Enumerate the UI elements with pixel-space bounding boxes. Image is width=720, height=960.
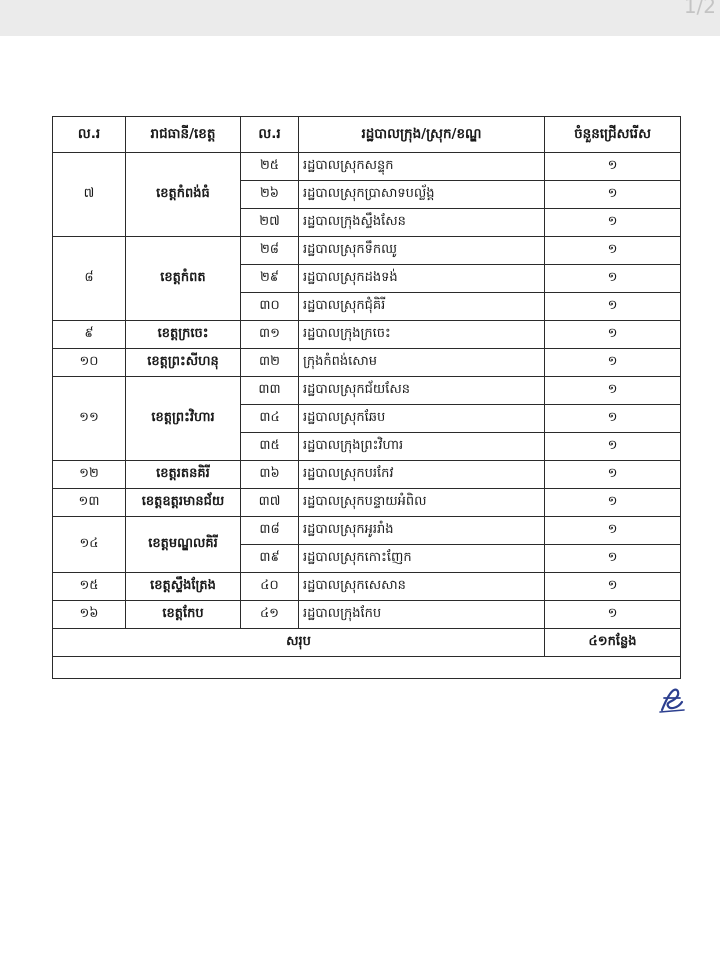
signature-mark (656, 684, 688, 716)
total-row (53, 629, 681, 657)
selection-count-cell: ១ (545, 545, 681, 573)
selection-count-cell: ១ (545, 293, 681, 321)
blank-cell (53, 657, 681, 679)
province-cell: ខេត្តមណ្ឌលគិរី (126, 517, 241, 573)
table-row (53, 517, 681, 545)
district-name-cell: រដ្ឋបាលស្រុកឆែប (299, 405, 545, 433)
province-cell: ខេត្តព្រះវិហារ (126, 377, 241, 461)
district-code-cell: ២៨ (241, 237, 299, 265)
row-number-cell: ១២ (53, 461, 126, 489)
table-row (53, 461, 681, 489)
district-code-cell: ៤០ (241, 573, 299, 601)
selection-count-cell: ១ (545, 489, 681, 517)
district-name-cell: រដ្ឋបាលស្រុកជុំគិរី (299, 293, 545, 321)
viewer-top-bar (0, 0, 720, 36)
district-name-cell: រដ្ឋបាលស្រុកបន្ទាយអំពិល (299, 489, 545, 517)
table-row (53, 237, 681, 265)
header-province: រាជធានី/ខេត្ត (126, 117, 241, 153)
district-code-cell: ៣៨ (241, 517, 299, 545)
province-cell: ខេត្តរតនគិរី (126, 461, 241, 489)
district-code-cell: ៣២ (241, 349, 299, 377)
table-row (53, 321, 681, 349)
row-number-cell: ១៦ (53, 601, 126, 629)
selection-count-cell: ១ (545, 153, 681, 181)
table-row (53, 601, 681, 629)
district-code-cell: ៣៧ (241, 489, 299, 517)
total-value: ៤១កន្លែង (545, 629, 681, 657)
page-indicator: 1/2 (683, 0, 716, 18)
province-cell: ខេត្តឧត្តរមានជ័យ (126, 489, 241, 517)
province-cell: ខេត្តស្ទឹងត្រែង (126, 573, 241, 601)
selection-count-cell: ១ (545, 321, 681, 349)
selection-count-cell: ១ (545, 517, 681, 545)
row-number-cell: ១៥ (53, 573, 126, 601)
district-name-cell: រដ្ឋបាលស្រុកប្រាសាទបល្ល័ង្គ (299, 181, 545, 209)
header-district: រដ្ឋបាលក្រុង/ស្រុក/ខណ្ឌ (299, 117, 545, 153)
row-number-cell: ១៣ (53, 489, 126, 517)
table-body (53, 153, 681, 629)
selection-count-cell: ១ (545, 433, 681, 461)
district-name-cell: រដ្ឋបាលស្រុកសន្ទុក (299, 153, 545, 181)
row-number-cell: ១១ (53, 377, 126, 461)
district-code-cell: ២៧ (241, 209, 299, 237)
table-header-row (53, 117, 681, 153)
document-page (0, 36, 720, 960)
district-code-cell: ២៥ (241, 153, 299, 181)
allocation-table (52, 116, 681, 679)
selection-count-cell: ១ (545, 349, 681, 377)
province-cell: ខេត្តកំពង់ធំ (126, 153, 241, 237)
province-cell: ខេត្តកំពត (126, 237, 241, 321)
district-code-cell: ៣៣ (241, 377, 299, 405)
selection-count-cell: ១ (545, 461, 681, 489)
table-row (53, 349, 681, 377)
table-row (53, 153, 681, 181)
province-cell: ខេត្តព្រះសីហនុ (126, 349, 241, 377)
selection-count-cell: ១ (545, 601, 681, 629)
district-code-cell: ២៦ (241, 181, 299, 209)
district-name-cell: ក្រុងកំពង់សោម (299, 349, 545, 377)
selection-count-cell: ១ (545, 377, 681, 405)
row-number-cell: ៧ (53, 153, 126, 237)
province-cell: ខេត្តក្រចេះ (126, 321, 241, 349)
district-name-cell: រដ្ឋបាលក្រុងក្រចេះ (299, 321, 545, 349)
table-row (53, 377, 681, 405)
district-code-cell: ៣១ (241, 321, 299, 349)
row-number-cell: ១០ (53, 349, 126, 377)
selection-count-cell: ១ (545, 237, 681, 265)
selection-count-cell: ១ (545, 573, 681, 601)
header-count: ចំនួនជ្រើសរើស (545, 117, 681, 153)
selection-count-cell: ១ (545, 265, 681, 293)
district-name-cell: រដ្ឋបាលស្រុកអូររាំង (299, 517, 545, 545)
table-row (53, 489, 681, 517)
district-name-cell: រដ្ឋបាលក្រុងព្រះវិហារ (299, 433, 545, 461)
district-name-cell: រដ្ឋបាលស្រុកកោះញែក (299, 545, 545, 573)
district-code-cell: ៣៦ (241, 461, 299, 489)
header-no: ល.រ (53, 117, 126, 153)
row-number-cell: ៩ (53, 321, 126, 349)
selection-count-cell: ១ (545, 209, 681, 237)
district-code-cell: ២៩ (241, 265, 299, 293)
selection-count-cell: ១ (545, 181, 681, 209)
blank-row (53, 657, 681, 679)
district-code-cell: ៣៤ (241, 405, 299, 433)
district-code-cell: ៣៥ (241, 433, 299, 461)
header-code: ល.រ (241, 117, 299, 153)
district-name-cell: រដ្ឋបាលក្រុងស្ទឹងសែន (299, 209, 545, 237)
district-code-cell: ៣៩ (241, 545, 299, 573)
total-label: សរុប (53, 629, 545, 657)
table-row (53, 573, 681, 601)
district-name-cell: រដ្ឋបាលស្រុកបរកែវ (299, 461, 545, 489)
selection-count-cell: ១ (545, 405, 681, 433)
district-name-cell: រដ្ឋបាលស្រុកសេសាន (299, 573, 545, 601)
district-name-cell: រដ្ឋបាលក្រុងកែប (299, 601, 545, 629)
district-name-cell: រដ្ឋបាលស្រុកដងទង់ (299, 265, 545, 293)
district-name-cell: រដ្ឋបាលស្រុកទឹកឈូ (299, 237, 545, 265)
row-number-cell: ៨ (53, 237, 126, 321)
district-code-cell: ៤១ (241, 601, 299, 629)
district-code-cell: ៣០ (241, 293, 299, 321)
district-name-cell: រដ្ឋបាលស្រុកជ័យសែន (299, 377, 545, 405)
province-cell: ខេត្តកែប (126, 601, 241, 629)
row-number-cell: ១៤ (53, 517, 126, 573)
